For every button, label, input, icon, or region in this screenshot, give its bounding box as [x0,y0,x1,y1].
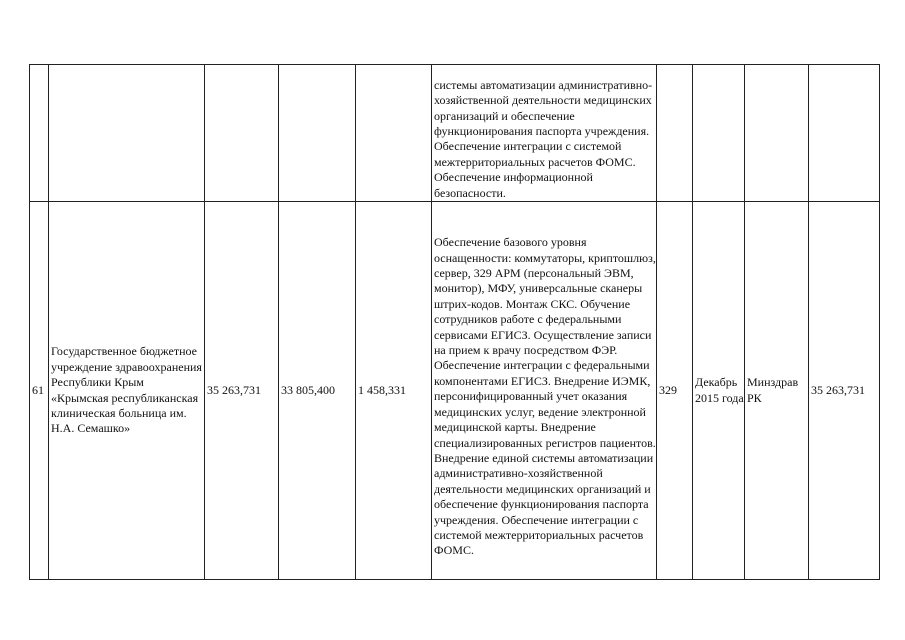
federal-funds-cell: 33 805,400 [279,202,356,580]
responsible-cell: Минздрав РК [745,202,809,580]
amount-cell: 35 263,731 [809,202,880,580]
quantity-cell [657,65,693,202]
description-cell: системы автоматизации административно-хозяйственной деятельности медицинских организаций и обеспечение функционирования паспорта учреждения. Обеспечение интеграции с системой межтерриториальных расчетов ФОМС. Обеспечение информационной безопасности. [432,65,657,202]
quantity-cell: 329 [657,202,693,580]
responsible-cell [745,65,809,202]
row-number-cell [30,65,49,202]
row-number-cell: 61 [30,202,49,580]
regional-funds-cell: 1 458,331 [356,202,432,580]
description-cell: Обеспечение базового уровня оснащенности: коммутаторы, криптошлюз, сервер, 329 АРМ (персональный ЭВМ, монитор), МФУ, универсальные сканеры штрих-кодов. Монтаж СКС. Обучение сотрудников работе с федеральными сервисами ЕГИСЗ. Осуществление записи на прием к врачу посредством ФЭР. Обеспечение интеграции с федеральными компонентами ЕГИСЗ. Внедрение ИЭМК, персонифицированный учет оказания медицинских услуг, ведение электронной медицинской карты. Внедрение специализированных регистров пациентов. Внедрение единой системы автоматизации административно-хозяйственной деятельности медицинских организаций и обеспечение функционирования паспорта учреждения. Обеспечение интеграции с системой межтерриториальных расчетов ФОМС. [432,202,657,580]
table-row [30,202,880,580]
total-cell [205,65,279,202]
total-cell: 35 263,731 [205,202,279,580]
organization-cell: Государственное бюджетное учреждение здравоохранения Республики Крым «Крымская республиканская клиническая больница им. Н.А. Семашко» [49,202,205,580]
regional-funds-cell [356,65,432,202]
deadline-cell [693,65,745,202]
amount-cell [809,65,880,202]
deadline-cell: Декабрь 2015 года [693,202,745,580]
organization-cell [49,65,205,202]
document-table [29,64,880,580]
table-row [30,65,880,202]
federal-funds-cell [279,65,356,202]
